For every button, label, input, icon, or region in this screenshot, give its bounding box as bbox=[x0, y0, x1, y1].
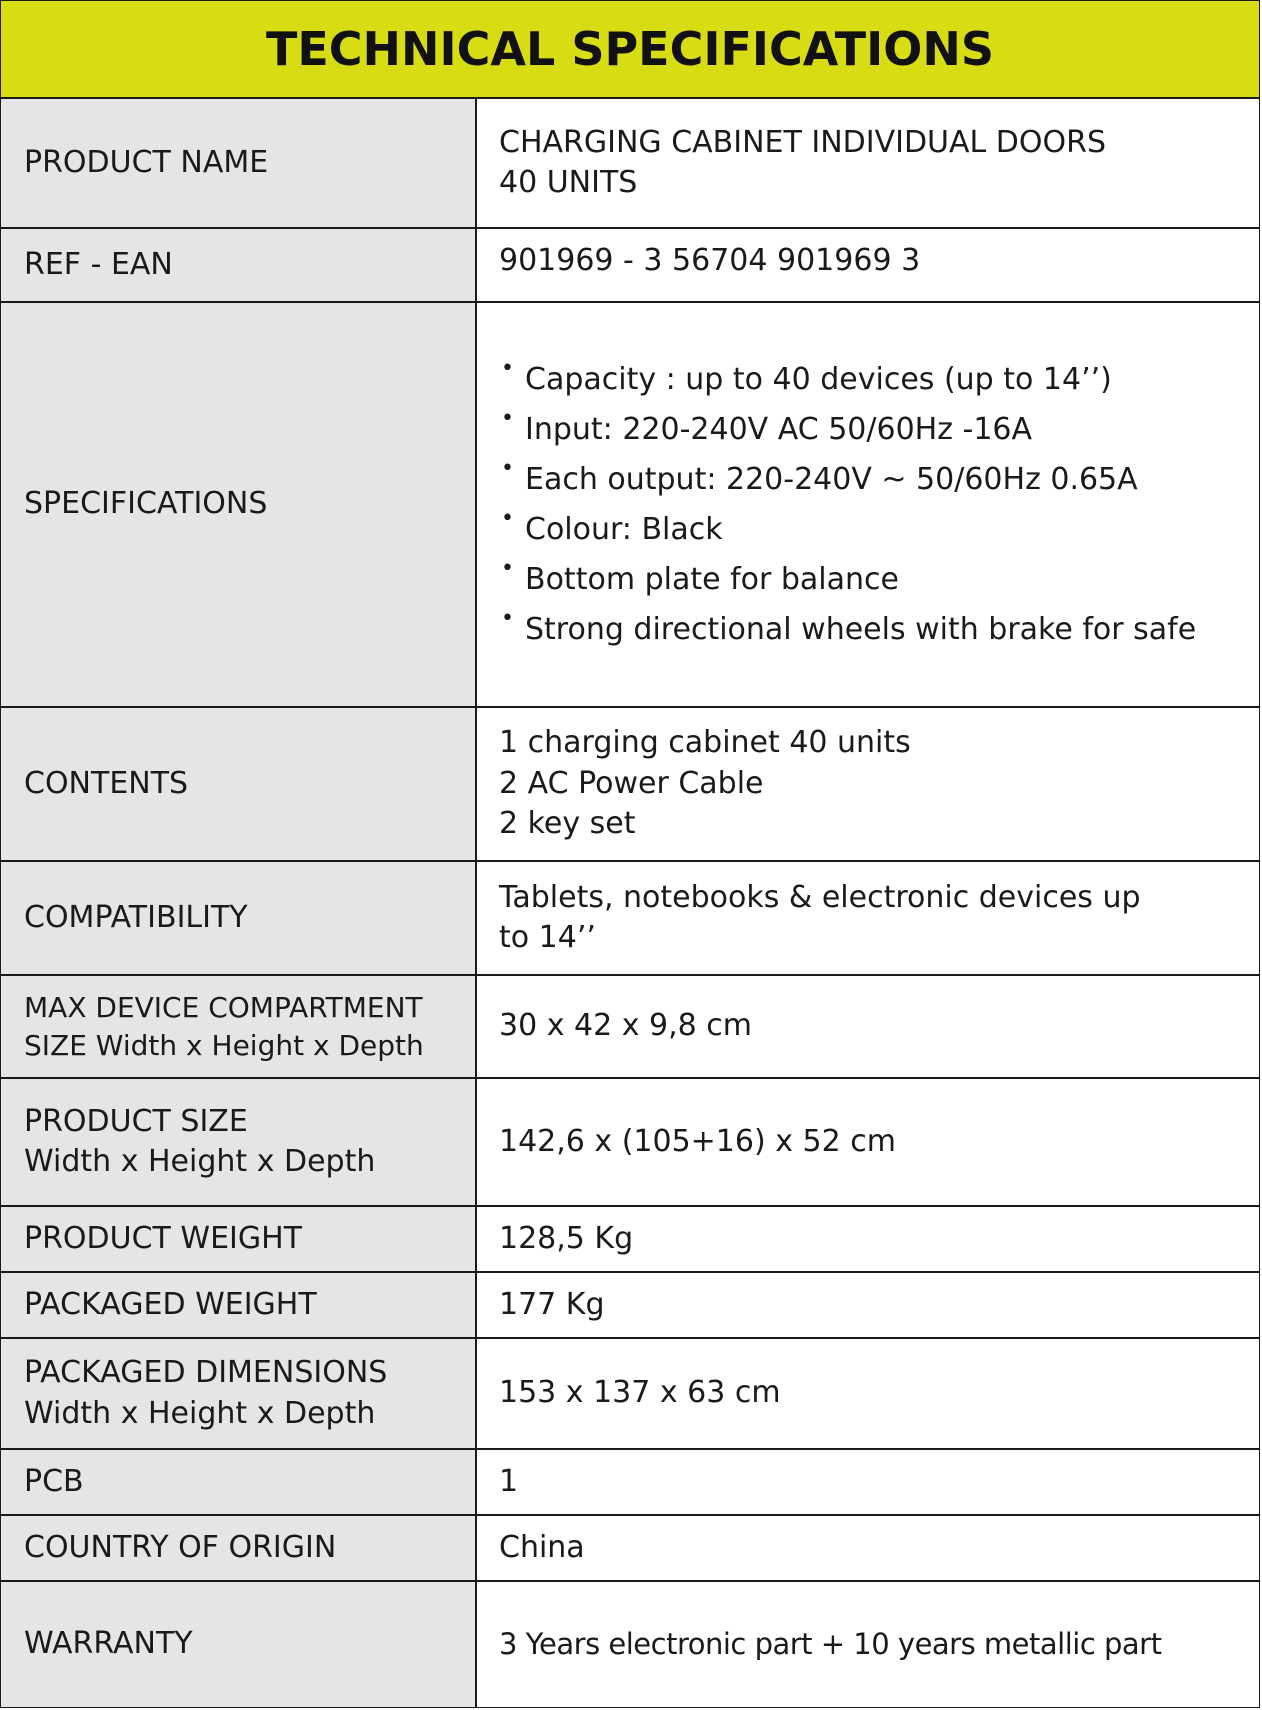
row-compatibility bbox=[1, 861, 1259, 975]
label-line: Width x Height x Depth bbox=[24, 1395, 376, 1431]
label-line: MAX DEVICE COMPARTMENT bbox=[24, 990, 423, 1024]
value-packaged-weight: 177 Kg bbox=[476, 1272, 1259, 1338]
label-line: SIZE Width x Height x Depth bbox=[24, 1028, 424, 1062]
row-pcb bbox=[1, 1449, 1259, 1515]
value-line: 2 key set bbox=[499, 806, 636, 842]
label-warranty: WARRANTY bbox=[1, 1581, 476, 1707]
value-specifications bbox=[476, 302, 1259, 707]
value-contents bbox=[476, 707, 1259, 861]
row-contents bbox=[1, 707, 1259, 861]
label-country-of-origin: COUNTRY OF ORIGIN bbox=[1, 1515, 476, 1581]
list-item: • Strong directional wheels with brake for safe bbox=[499, 612, 1249, 648]
row-product-size bbox=[1, 1078, 1259, 1206]
spec-list bbox=[499, 362, 1249, 648]
label-specifications: SPECIFICATIONS bbox=[1, 302, 476, 707]
row-packaged-weight bbox=[1, 1272, 1259, 1338]
label-packaged-dimensions bbox=[1, 1338, 476, 1449]
value-compatibility bbox=[476, 861, 1259, 975]
label-line: PACKAGED DIMENSIONS bbox=[24, 1355, 388, 1390]
label-product-weight: PRODUCT WEIGHT bbox=[1, 1206, 476, 1272]
spec-table bbox=[1, 99, 1259, 1707]
value-line: 1 charging cabinet 40 units bbox=[499, 725, 911, 761]
value-line: 2 AC Power Cable bbox=[499, 765, 764, 801]
value-product-weight: 128,5 Kg bbox=[476, 1206, 1259, 1272]
row-ref-ean bbox=[1, 228, 1259, 302]
row-product-weight bbox=[1, 1206, 1259, 1272]
row-warranty bbox=[1, 1581, 1259, 1707]
label-line: PRODUCT SIZE bbox=[24, 1103, 248, 1139]
row-product-name bbox=[1, 99, 1259, 228]
label-packaged-weight: PACKAGED WEIGHT bbox=[1, 1272, 476, 1338]
value-pcb: 1 bbox=[476, 1449, 1259, 1515]
value-line: CHARGING CABINET INDIVIDUAL DOORS bbox=[499, 124, 1107, 160]
value-product-size: 142,6 x (105+16) x 52 cm bbox=[476, 1078, 1259, 1206]
list-item: • Bottom plate for balance bbox=[499, 562, 1249, 598]
label-compatibility: COMPATIBILITY bbox=[1, 861, 476, 975]
value-ref-ean: 901969 - 3 56704 901969 3 bbox=[476, 228, 1259, 302]
label-contents: CONTENTS bbox=[1, 707, 476, 861]
value-country-of-origin: China bbox=[476, 1515, 1259, 1581]
label-max-compartment bbox=[1, 975, 476, 1078]
value-line: Tablets, notebooks & electronic devices up bbox=[499, 879, 1141, 915]
page-title: TECHNICAL SPECIFICATIONS bbox=[265, 22, 995, 76]
list-item: • Capacity : up to 40 devices (up to 14’’) bbox=[499, 362, 1249, 398]
list-item: • Each output: 220-240V ~ 50/60Hz 0.65A bbox=[499, 462, 1249, 498]
label-pcb: PCB bbox=[1, 1449, 476, 1515]
value-product-name bbox=[476, 99, 1259, 228]
label-product-name: PRODUCT NAME bbox=[1, 99, 476, 228]
value-packaged-dimensions: 153 x 137 x 63 cm bbox=[476, 1338, 1259, 1449]
value-max-compartment: 30 x 42 x 9,8 cm bbox=[476, 975, 1259, 1078]
label-product-size bbox=[1, 1078, 476, 1206]
value-line: to 14’’ bbox=[499, 920, 596, 955]
row-country-of-origin bbox=[1, 1515, 1259, 1581]
row-packaged-dimensions bbox=[1, 1338, 1259, 1449]
list-item: • Input: 220-240V AC 50/60Hz -16A bbox=[499, 412, 1249, 448]
list-item: • Colour: Black bbox=[499, 512, 1249, 548]
row-max-compartment bbox=[1, 975, 1259, 1078]
header-banner bbox=[1, 1, 1259, 99]
label-line: Width x Height x Depth bbox=[24, 1144, 376, 1179]
row-specifications bbox=[1, 302, 1259, 707]
value-line: 40 UNITS bbox=[499, 165, 638, 200]
value-warranty: 3 Years electronic part + 10 years metallic part bbox=[476, 1581, 1259, 1707]
label-ref-ean: REF - EAN bbox=[1, 228, 476, 302]
